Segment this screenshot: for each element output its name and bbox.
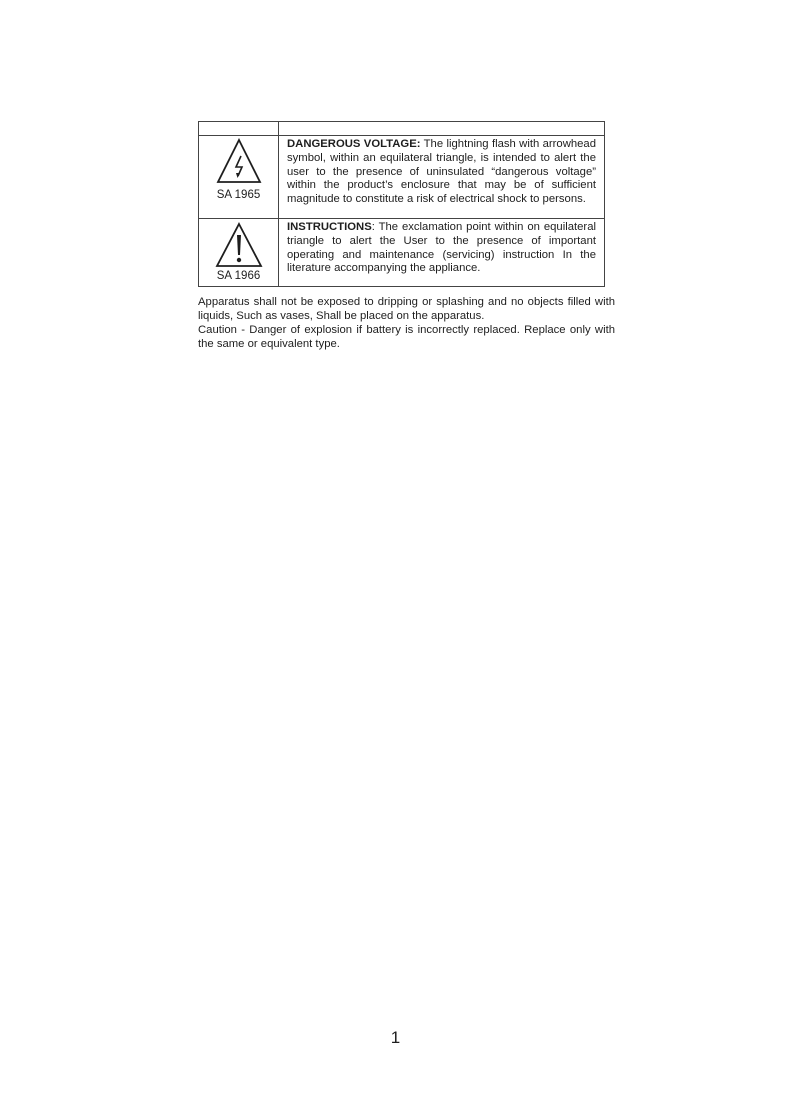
symbol-cell [199, 136, 279, 219]
safety-notes [198, 295, 615, 351]
symbol-code: SA 1966 [216, 270, 261, 282]
exclamation-triangle-icon [215, 222, 263, 268]
description-term: INSTRUCTIONS [287, 221, 372, 233]
description-term: DANGEROUS VOLTAGE: [287, 138, 421, 150]
description-text: : The exclamation point within on equilateral triangle to alert the User to the presence of important operating and maintenance (servicing) instruction In the literature accompanying the appliance. [287, 221, 596, 275]
page-number: 1 [390, 1028, 401, 1047]
description-text: The lightning flash with arrowhead symbol, within an equilateral triangle, is intended to alert the user to the presence of uninsulated “dangerous voltage” within the product’s enclosure that may be of sufficient magnitude to constitute a risk of electrical shock to persons. [287, 138, 597, 206]
symbol-description [279, 219, 605, 287]
symbol-description [279, 136, 605, 219]
apparatus-note: Apparatus shall not be exposed to dripping or splashing and no objects filled with liquids, Such as vases, Shall be placed on the apparatus. [198, 296, 615, 322]
table-row [199, 136, 605, 219]
header-cell-description [279, 122, 605, 136]
header-cell-symbol [199, 122, 279, 136]
table-row [199, 219, 605, 287]
symbol-code: SA 1965 [216, 189, 261, 201]
caution-note: Caution - Danger of explosion if battery is incorrectly replaced. Replace only with the same or equivalent type. [198, 324, 615, 350]
symbol-cell [199, 219, 279, 287]
lightning-flash-triangle-icon [216, 138, 262, 184]
safety-symbols-table [198, 121, 605, 287]
table-header-row [199, 122, 605, 136]
